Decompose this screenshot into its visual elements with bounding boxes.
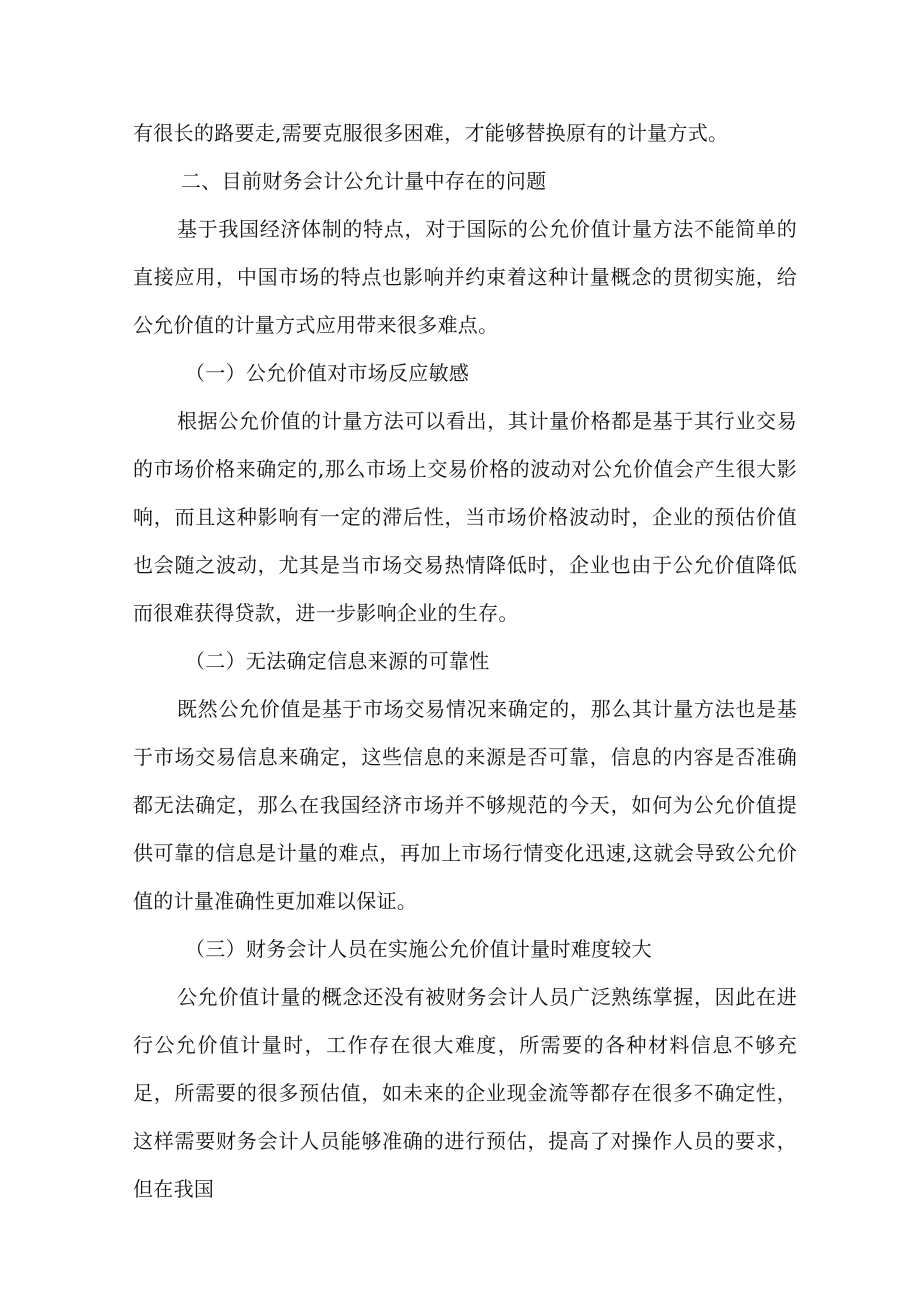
subsection-body-3: 公允价值计量的概念还没有被财务会计人员广泛熟练掌握，因此在进行公允价值计量时，工作存在很大难度，所需要的各种材料信息不够充足，所需要的很多预估值，如未来的企业现金流等都存在很多不确定性，这样需要财务会计人员能够准确的进行预估，提高了对操作人员的要求，但在我国 (133, 985, 797, 1201)
subsection-body-2: 既然公允价值是基于市场交易情况来确定的，那么其计量方法也是基于市场交易信息来确定，这些信息的来源是否可靠，信息的内容是否准确都无法确定，那么在我国经济市场并不够规范的今天，如何为公允价值提供可靠的信息是计量的难点，再加上市场行情变化迅速,这就会导致公允价值的计量准确性更加难以保证。 (133, 697, 797, 913)
subsection-body-1: 根据公允价值的计量方法可以看出，其计量价格都是基于其行业交易的市场价格来确定的,那么市场上交易价格的波动对公允价值会产生很大影响，而且这种影响有一定的滞后性，当市场价格波动时，企业的预估价值也会随之波动，尤其是当市场交易热情降低时，企业也由于公允价值降低而很难获得贷款，进一步影响企业的生存。 (133, 409, 797, 625)
subsection-heading-2: （二）无法确定信息来源的可靠性 (185, 649, 490, 673)
paragraph-intro: 基于我国经济体制的特点，对于国际的公允价值计量方法不能简单的直接应用，中国市场的特点也影响并约束着这种计量概念的贯彻实施，给公允价值的计量方式应用带来很多难点。 (133, 217, 797, 337)
section-heading: 二、目前财务会计公允计量中存在的问题 (181, 169, 547, 193)
subsection-heading-3: （三）财务会计人员在实施公允价值计量时难度较大 (185, 937, 652, 961)
paragraph-continuation: 有很长的路要走,需要克服很多困难，才能够替换原有的计量方式。 (133, 121, 729, 145)
subsection-heading-1: （一）公允价值对市场反应敏感 (185, 361, 470, 385)
